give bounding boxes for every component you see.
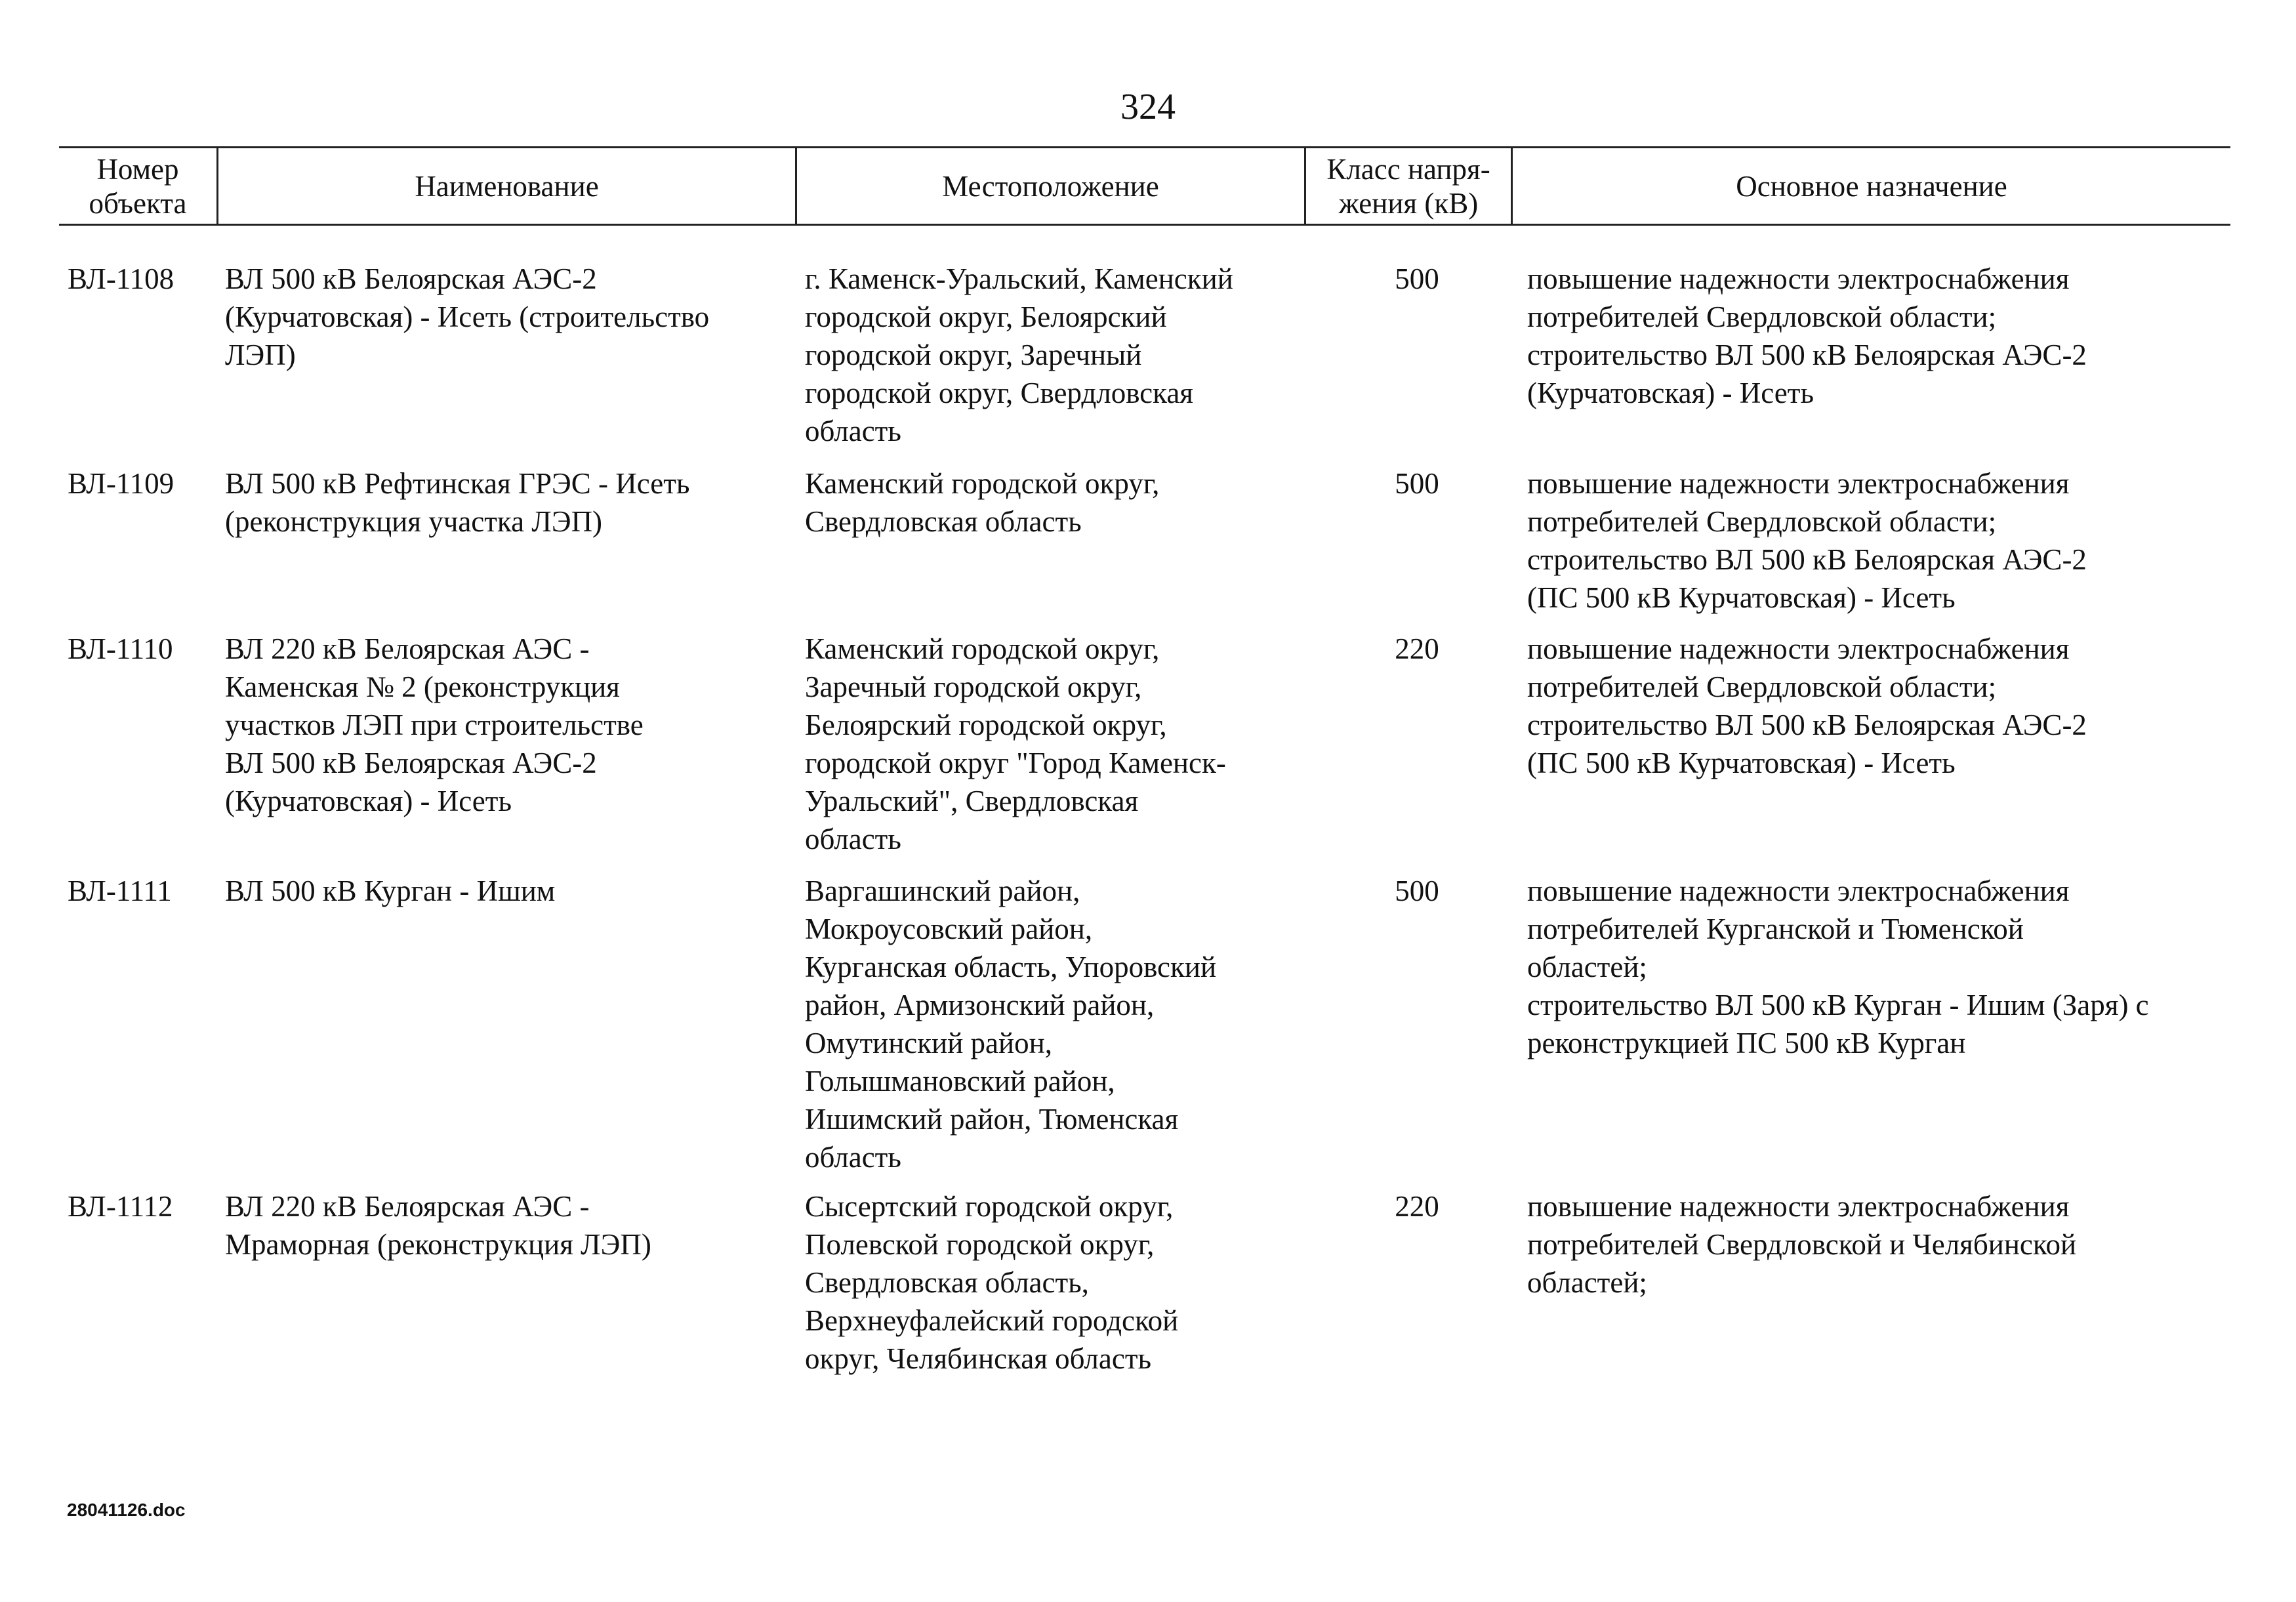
object-location: г. Каменск-Уральский, Каменский городской округ, Белоярский городской округ, Заречный городской округ, Свердловская область (805, 262, 1233, 447)
object-id: ВЛ-1110 (68, 632, 173, 665)
object-purpose: повышение надежности электроснабжения потребителей Свердловской области; строительство ВЛ 500 кВ Белоярская АЭС-2 (ПС 500 кВ Курчатовская) - Исеть (1527, 467, 2087, 614)
object-purpose: повышение надежности электроснабжения потребителей Свердловской и Челябинской областей; (1527, 1190, 2077, 1299)
header-bottom-rule (59, 224, 2230, 226)
object-voltage: 220 (1395, 1190, 1439, 1223)
object-name: ВЛ 500 кВ Белоярская АЭС-2 (Курчатовская) - Исеть (строительство ЛЭП) (225, 262, 710, 371)
column-header-name: Наименование (415, 169, 599, 203)
column-header-voltage: Класс напря- жения (кВ) (1326, 152, 1490, 220)
object-location: Каменский городской округ, Заречный городской округ, Белоярский городской округ, городской округ "Город Каменск- Уральский", Свердловская область (805, 632, 1226, 855)
object-voltage: 500 (1395, 262, 1439, 295)
object-name: ВЛ 500 кВ Рефтинская ГРЭС - Исеть (реконструкция участка ЛЭП) (225, 467, 690, 538)
object-id: ВЛ-1108 (68, 262, 174, 295)
object-voltage: 500 (1395, 467, 1439, 500)
object-location: Каменский городской округ, Свердловская область (805, 467, 1160, 538)
object-name: ВЛ 220 кВ Белоярская АЭС - Каменская № 2 (реконструкция участков ЛЭП при строительстве ВЛ 500 кВ Белоярская АЭС-2 (Курчатовская) - Исеть (225, 632, 644, 817)
column-header-location: Местоположение (942, 169, 1159, 203)
object-id: ВЛ-1111 (68, 874, 172, 907)
page-number: 324 (1120, 87, 1176, 127)
object-voltage: 500 (1395, 874, 1439, 907)
object-purpose: повышение надежности электроснабжения потребителей Свердловской области; строительство ВЛ 500 кВ Белоярская АЭС-2 (Курчатовская) - Исеть (1527, 262, 2087, 409)
column-header-id: Номер объекта (89, 152, 187, 220)
object-purpose: повышение надежности электроснабжения потребителей Свердловской области; строительство ВЛ 500 кВ Белоярская АЭС-2 (ПС 500 кВ Курчатовская) - Исеть (1527, 632, 2087, 779)
object-id: ВЛ-1112 (68, 1190, 173, 1223)
document-file-name: 28041126.doc (67, 1500, 186, 1520)
object-voltage: 220 (1395, 632, 1439, 665)
object-name: ВЛ 220 кВ Белоярская АЭС - Мраморная (реконструкция ЛЭП) (225, 1190, 651, 1261)
object-id: ВЛ-1109 (68, 467, 174, 500)
object-purpose: повышение надежности электроснабжения потребителей Курганской и Тюменской областей; строительство ВЛ 500 кВ Курган - Ишим (Заря) с реконструкцией ПС 500 кВ Курган (1527, 874, 2149, 1059)
object-location: Сысертский городской округ, Полевской городской округ, Свердловская область, Верхнеуфалейский городской округ, Челябинская область (805, 1190, 1179, 1375)
object-name: ВЛ 500 кВ Курган - Ишим (225, 874, 556, 907)
column-header-purpose: Основное назначение (1736, 169, 2007, 203)
object-location: Варгашинский район, Мокроусовский район, Курганская область, Упоровский район, Армизонский район, Омутинский район, Голышмановский район, Ишимский район, Тюменская область (805, 874, 1217, 1174)
